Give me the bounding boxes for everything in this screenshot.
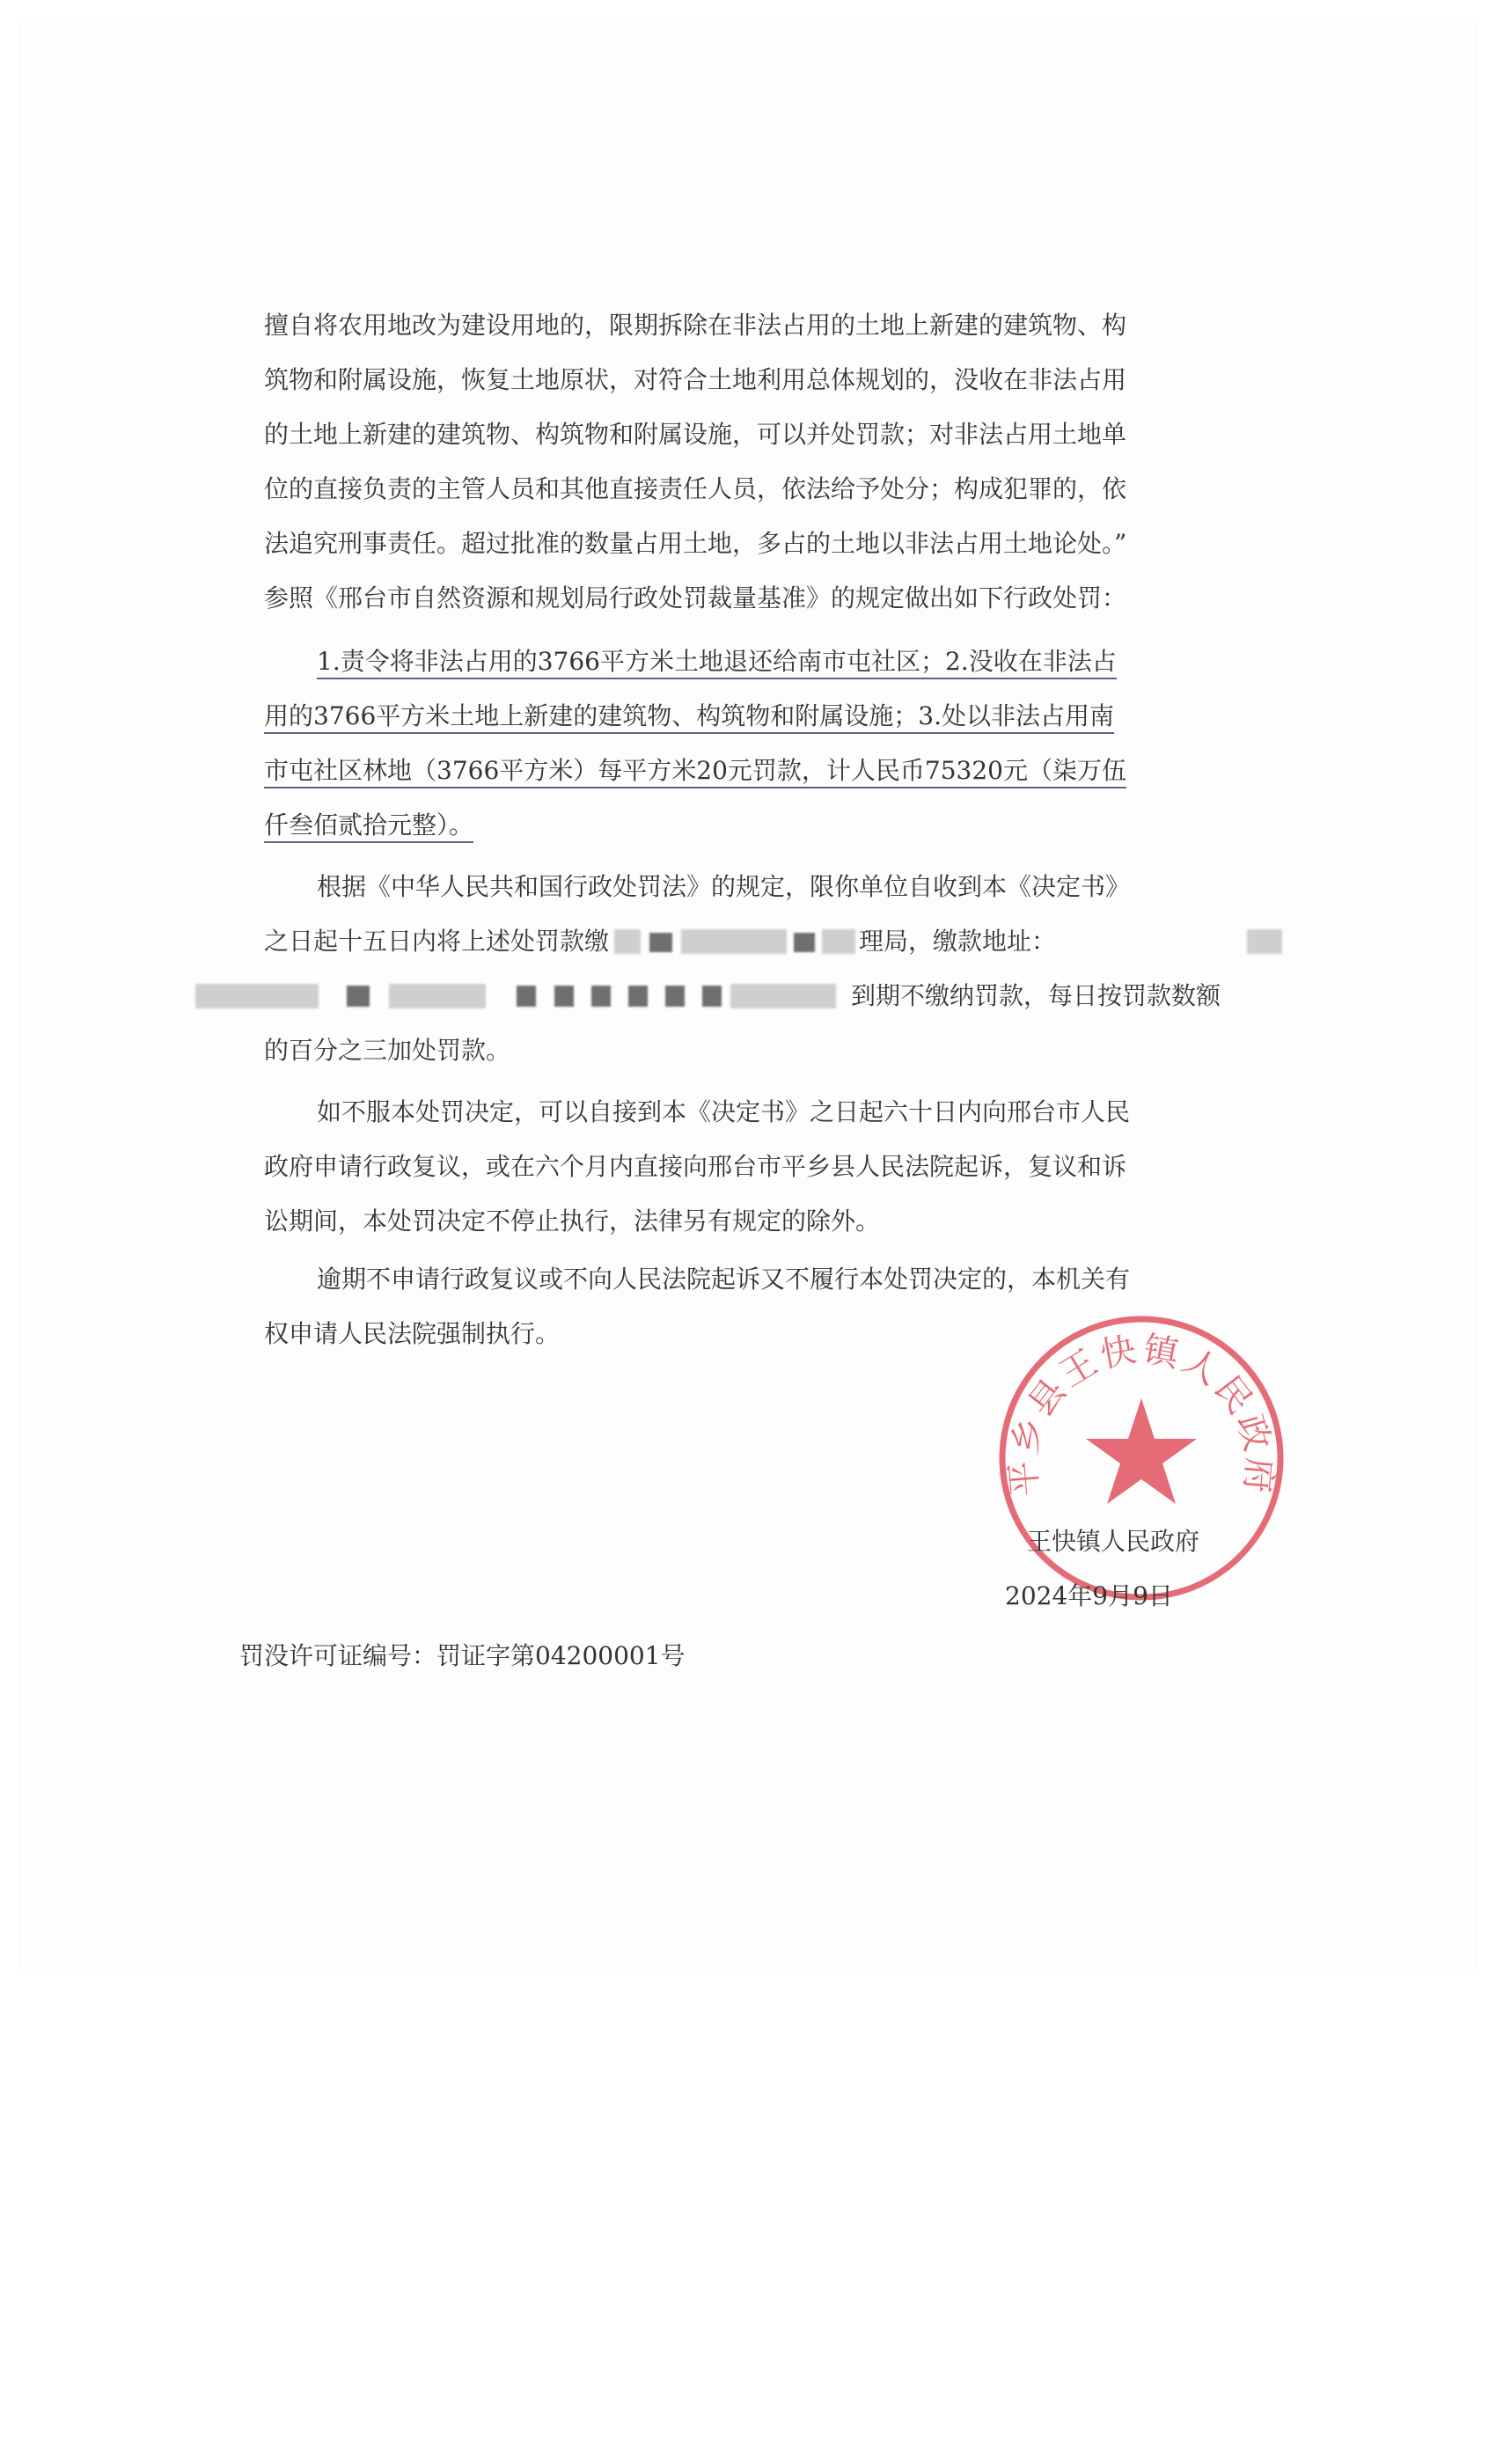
- issuing-authority: 王快镇人民政府: [1027, 1527, 1200, 1556]
- payment-line-4: 的百分之三加处罚款。: [264, 1036, 511, 1065]
- appeal-line-2: 政府申请行政复议，或在六个月内直接向邢台市平乡县人民法院起诉，复议和诉: [264, 1152, 1127, 1181]
- issue-date: 2024年9月9日: [1005, 1581, 1173, 1610]
- body-line-3: 的土地上新建的建筑物、构筑物和附属设施，可以并处罚款；对非法占用土地单: [264, 420, 1127, 449]
- body-line-5: 法追究刑事责任。超过批准的数量占用土地，多占的土地以非法占用土地论处。”: [264, 529, 1127, 558]
- redacted-block: [649, 933, 672, 952]
- enforce-line-2: 权申请人民法院强制执行。: [264, 1319, 561, 1348]
- redacted-block: [554, 986, 574, 1007]
- redacted-block: [591, 986, 611, 1007]
- redacted-block: [614, 929, 641, 954]
- redacted-block: [822, 929, 855, 954]
- payment-line-3-right: 到期不缴纳罚款，每日按罚款数额: [851, 981, 1221, 1010]
- penalty-text-2: 用的3766平方米土地上新建的建筑物、构筑物和附属设施；3.处以非法占用南: [264, 701, 1114, 734]
- license-number: 罚没许可证编号：罚证字第04200001号: [239, 1641, 686, 1670]
- penalty-text-1: 1.责令将非法占用的3766平方米土地退还给南市屯社区；2.没收在非法占: [317, 647, 1117, 679]
- redacted-block: [628, 986, 648, 1007]
- appeal-line-3: 讼期间，本处罚决定不停止执行，法律另有规定的除外。: [264, 1206, 881, 1236]
- official-seal-icon: [992, 1309, 1291, 1608]
- redacted-block: [681, 929, 787, 954]
- body-line-1: 擅自将农用地改为建设用地的，限期拆除在非法占用的土地上新建的建筑物、构: [264, 311, 1127, 340]
- redacted-block: [730, 984, 836, 1008]
- penalty-line-1: [317, 644, 1117, 679]
- body-line-6: 参照《邢台市自然资源和规划局行政处罚裁量基准》的规定做出如下行政处罚：: [264, 583, 1127, 612]
- payment-line-2-left: 之日起十五日内将上述处罚款缴: [264, 927, 610, 956]
- redacted-block: [389, 984, 486, 1008]
- document-page: [19, 19, 1476, 1973]
- payment-line-2-mid: 理局，缴款地址：: [859, 927, 1057, 956]
- penalty-text-3: 市屯社区林地（3766平方米）每平方米20元罚款，计人民币75320元（柒万伍: [264, 756, 1126, 788]
- body-line-4: 位的直接负责的主管人员和其他直接责任人员，依法给予处分；构成犯罪的，依: [264, 474, 1127, 503]
- penalty-line-4: [264, 808, 473, 843]
- seal-text: 平乡县王快镇人民政府: [1002, 1329, 1280, 1499]
- redacted-block: [195, 984, 319, 1008]
- redacted-block: [665, 986, 685, 1007]
- redacted-block: [1247, 929, 1282, 954]
- penalty-text-4: 仟叁佰贰拾元整）。: [264, 810, 473, 843]
- body-line-2: 筑物和附属设施，恢复土地原状，对符合土地利用总体规划的，没收在非法占用: [264, 365, 1127, 394]
- enforce-line-1: 逾期不申请行政复议或不向人民法院起诉又不履行本处罚决定的，本机关有: [317, 1265, 1131, 1294]
- payment-line-1: 根据《中华人民共和国行政处罚法》的规定，限你单位自收到本《决定书》: [317, 872, 1131, 901]
- redacted-block: [794, 933, 815, 952]
- penalty-line-2: [264, 699, 1114, 734]
- penalty-line-3: [264, 753, 1126, 788]
- redacted-block: [702, 986, 722, 1007]
- appeal-line-1: 如不服本处罚决定，可以自接到本《决定书》之日起六十日内向邢台市人民: [317, 1097, 1131, 1126]
- redacted-block: [517, 986, 536, 1007]
- redacted-block: [347, 986, 370, 1007]
